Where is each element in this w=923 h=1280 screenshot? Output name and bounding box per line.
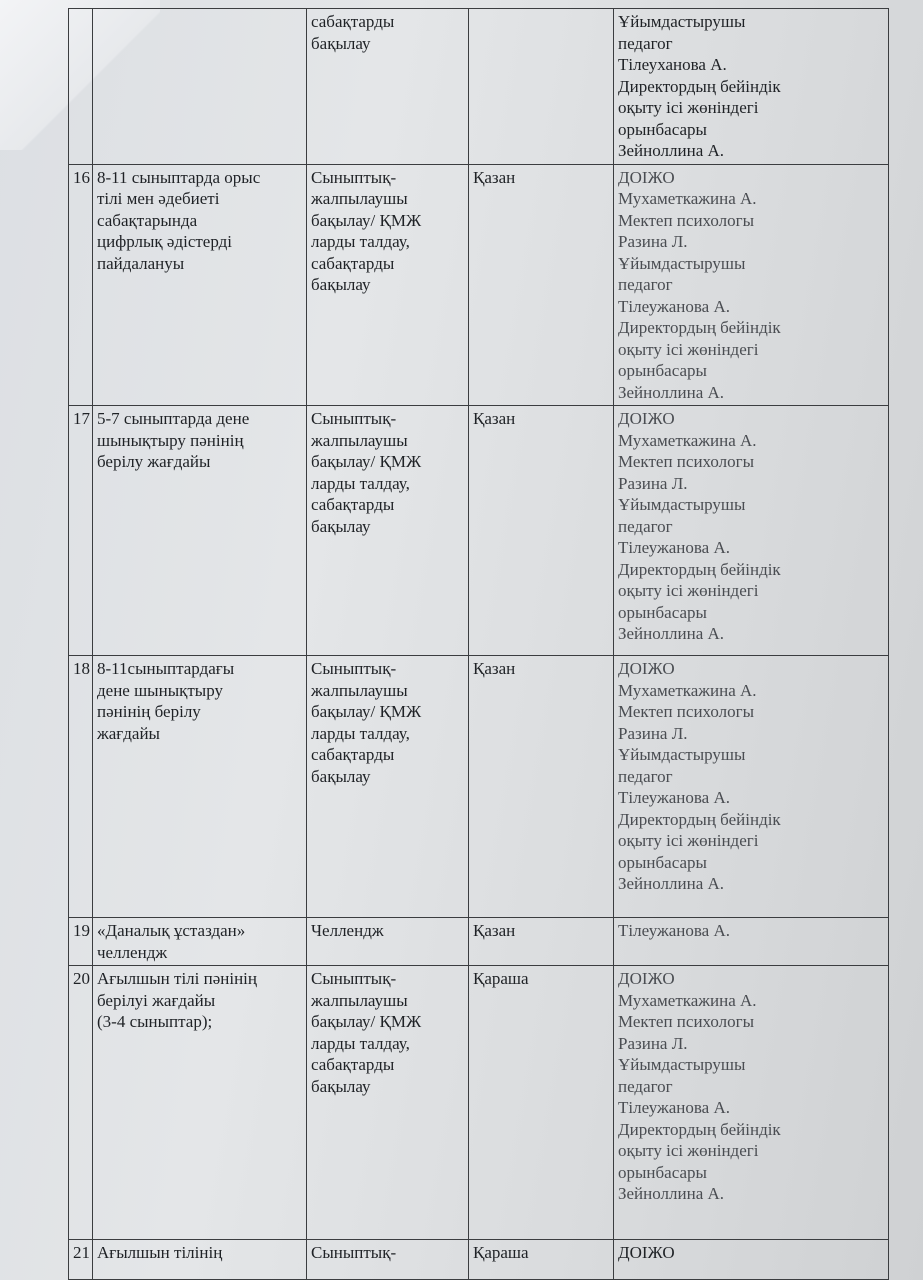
time-cell xyxy=(469,164,614,406)
row-number: 19 xyxy=(69,918,93,966)
form-cell xyxy=(307,966,469,1240)
responsible-line: Тілеужанова А. xyxy=(618,1098,731,1117)
form-line: жалпылаушы xyxy=(311,430,408,450)
form-line: бақылау xyxy=(311,1076,371,1096)
topic-line: пәнінің берілу xyxy=(97,702,201,721)
responsible-cell xyxy=(614,164,889,406)
responsible-line: Тілеужанова А. xyxy=(618,788,731,807)
topic-line: Ағылшын тілінің xyxy=(97,1243,223,1262)
topic-line: тілі мен әдебиеті xyxy=(97,189,220,208)
time-cell xyxy=(469,656,614,918)
topic-cell xyxy=(93,1240,307,1280)
topic-line: дене шынықтыру xyxy=(97,680,224,700)
form-line: ларды талдау, xyxy=(311,723,410,743)
time-cell xyxy=(469,1240,614,1280)
responsible-line: Ұйымдастырушы xyxy=(618,12,746,31)
topic-line: жағдайы xyxy=(97,723,160,743)
responsible-line: Тілеуханова А. xyxy=(618,55,727,74)
responsible-cell xyxy=(614,966,889,1240)
responsible-line: оқыту ісі жөніндегі xyxy=(618,98,759,117)
form-line: Сыныптық- xyxy=(311,1243,397,1262)
form-line: бақылау/ ҚМЖ xyxy=(311,210,422,230)
form-line: жалпылаушы xyxy=(311,990,408,1010)
form-line: бақылау/ ҚМЖ xyxy=(311,452,422,471)
responsible-line: Мухаметкажина А. xyxy=(618,680,757,700)
responsible-line: орынбасары xyxy=(618,1162,707,1182)
form-line: Сыныптық- xyxy=(311,659,397,678)
time-cell xyxy=(469,9,614,165)
responsible-line: орынбасары xyxy=(618,852,707,872)
row-number: 21 xyxy=(69,1240,93,1280)
topic-line: 5-7 сыныптарда дене xyxy=(97,409,250,428)
row-number: 18 xyxy=(69,656,93,918)
time-text: Қараша xyxy=(473,1243,529,1262)
form-cell xyxy=(307,406,469,656)
topic-line: челлендж xyxy=(97,942,168,962)
topic-line: цифрлық әдістерді xyxy=(97,232,232,251)
topic-cell xyxy=(93,9,307,165)
topic-line: берілуі жағдайы xyxy=(97,990,216,1010)
responsible-line: Мухаметкажина А. xyxy=(618,430,757,450)
responsible-line: оқыту ісі жөніндегі xyxy=(618,1141,759,1160)
form-line: бақылау xyxy=(311,33,371,53)
time-text: Қазан xyxy=(473,409,516,428)
form-line: Челлендж xyxy=(311,921,384,940)
topic-line: 8-11 сыныптарда орыс xyxy=(97,167,261,187)
responsible-line: Тілеужанова А. xyxy=(618,296,731,316)
topic-line: 8-11сыныптардағы xyxy=(97,659,235,678)
responsible-line: Мектеп психологы xyxy=(618,1012,755,1031)
time-text: Қазан xyxy=(473,659,516,678)
form-line: бақылау xyxy=(311,516,371,536)
responsible-line: педагог xyxy=(618,766,673,786)
form-cell xyxy=(307,9,469,165)
responsible-cell xyxy=(614,656,889,918)
topic-cell xyxy=(93,656,307,918)
topic-line: шынықтыру пәнінің xyxy=(97,430,244,450)
topic-cell xyxy=(93,164,307,406)
responsible-line: педагог xyxy=(618,1076,673,1096)
time-cell xyxy=(469,966,614,1240)
responsible-line: Зейноллина А. xyxy=(618,382,725,402)
form-cell xyxy=(307,164,469,406)
form-line: сабақтарды xyxy=(311,495,395,514)
row-number xyxy=(69,9,93,165)
table-row xyxy=(69,918,889,966)
responsible-line: Разина Л. xyxy=(618,232,688,251)
responsible-line: оқыту ісі жөніндегі xyxy=(618,831,759,850)
topic-cell xyxy=(93,406,307,656)
form-line: Сыныптық- xyxy=(311,409,397,428)
responsible-line: Мухаметкажина А. xyxy=(618,189,757,208)
responsible-line: педагог xyxy=(618,33,673,53)
form-line: сабақтарды xyxy=(311,745,395,764)
responsible-line: Директордың бейіндік xyxy=(618,76,781,96)
responsible-line: Разина Л. xyxy=(618,1033,688,1053)
responsible-line: ДОІЖО xyxy=(618,409,675,428)
form-line: ларды талдау, xyxy=(311,232,410,251)
form-line: бақылау xyxy=(311,275,371,294)
form-cell xyxy=(307,656,469,918)
form-line: ларды талдау, xyxy=(311,473,410,493)
table-row xyxy=(69,1240,889,1280)
responsible-line: орынбасары xyxy=(618,119,707,139)
responsible-line: педагог xyxy=(618,516,673,536)
form-line: бақылау xyxy=(311,766,371,786)
responsible-cell xyxy=(614,9,889,165)
time-text: Қазан xyxy=(473,167,516,187)
row-number: 16 xyxy=(69,164,93,406)
responsible-line: Директордың бейіндік xyxy=(618,318,781,337)
responsible-line: Тілеужанова А. xyxy=(618,921,731,940)
form-line: Сыныптық- xyxy=(311,969,397,988)
responsible-line: Мухаметкажина А. xyxy=(618,990,757,1010)
responsible-line: Директордың бейіндік xyxy=(618,809,781,829)
responsible-line: орынбасары xyxy=(618,602,707,622)
form-line: сабақтарды xyxy=(311,1055,395,1074)
topic-line: Ағылшын тілі пәнінің xyxy=(97,969,258,988)
topic-cell xyxy=(93,966,307,1240)
responsible-line: ДОІЖО xyxy=(618,969,675,988)
responsible-line: Директордың бейіндік xyxy=(618,1119,781,1139)
responsible-cell xyxy=(614,1240,889,1280)
form-cell xyxy=(307,918,469,966)
table-row xyxy=(69,656,889,918)
responsible-line: Тілеужанова А. xyxy=(618,538,731,557)
responsible-line: ДОІЖО xyxy=(618,167,675,187)
responsible-line: Зейноллина А. xyxy=(618,1184,725,1203)
topic-line: сабақтарында xyxy=(97,210,198,230)
form-line: Сыныптық- xyxy=(311,167,397,187)
responsible-line: Мектеп психологы xyxy=(618,702,755,721)
topic-line: пайдалануы xyxy=(97,253,185,273)
table-row xyxy=(69,406,889,656)
responsible-line: оқыту ісі жөніндегі xyxy=(618,339,759,359)
topic-line: «Даналық ұстаздан» xyxy=(97,921,246,940)
responsible-line: педагог xyxy=(618,275,673,294)
responsible-line: Разина Л. xyxy=(618,473,688,493)
form-line: бақылау/ ҚМЖ xyxy=(311,1012,422,1031)
responsible-line: Зейноллина А. xyxy=(618,624,725,643)
table-row xyxy=(69,164,889,406)
time-text: Қазан xyxy=(473,921,516,940)
form-cell xyxy=(307,1240,469,1280)
table-row xyxy=(69,966,889,1240)
row-number: 17 xyxy=(69,406,93,656)
form-line: жалпылаушы xyxy=(311,680,408,700)
form-line: ларды талдау, xyxy=(311,1033,410,1053)
time-cell xyxy=(469,406,614,656)
responsible-cell xyxy=(614,918,889,966)
responsible-line: Ұйымдастырушы xyxy=(618,745,746,764)
plan-table-body xyxy=(69,9,889,1280)
time-text: Қараша xyxy=(473,969,529,988)
form-line: сабақтарды xyxy=(311,253,395,273)
responsible-line: Мектеп психологы xyxy=(618,210,755,230)
table-row xyxy=(69,9,889,165)
responsible-line: Ұйымдастырушы xyxy=(618,253,746,273)
topic-cell xyxy=(93,918,307,966)
row-number: 20 xyxy=(69,966,93,1240)
topic-line: (3-4 сыныптар); xyxy=(97,1012,213,1031)
responsible-line: Ұйымдастырушы xyxy=(618,495,746,514)
responsible-line: Директордың бейіндік xyxy=(618,559,781,579)
responsible-line: Ұйымдастырушы xyxy=(618,1055,746,1074)
time-cell xyxy=(469,918,614,966)
form-line: бақылау/ ҚМЖ xyxy=(311,702,422,721)
responsible-cell xyxy=(614,406,889,656)
responsible-line: Мектеп психологы xyxy=(618,452,755,471)
form-line: сабақтарды xyxy=(311,12,395,31)
topic-line: берілу жағдайы xyxy=(97,452,211,471)
plan-table xyxy=(68,8,889,1280)
form-line: жалпылаушы xyxy=(311,189,408,208)
responsible-line: орынбасары xyxy=(618,361,707,380)
responsible-line: Разина Л. xyxy=(618,723,688,743)
responsible-line: ДОІЖО xyxy=(618,659,675,678)
responsible-line: ДОІЖО xyxy=(618,1243,675,1262)
responsible-line: оқыту ісі жөніндегі xyxy=(618,581,759,600)
responsible-line: Зейноллина А. xyxy=(618,874,725,893)
responsible-line: Зейноллина А. xyxy=(618,141,725,160)
